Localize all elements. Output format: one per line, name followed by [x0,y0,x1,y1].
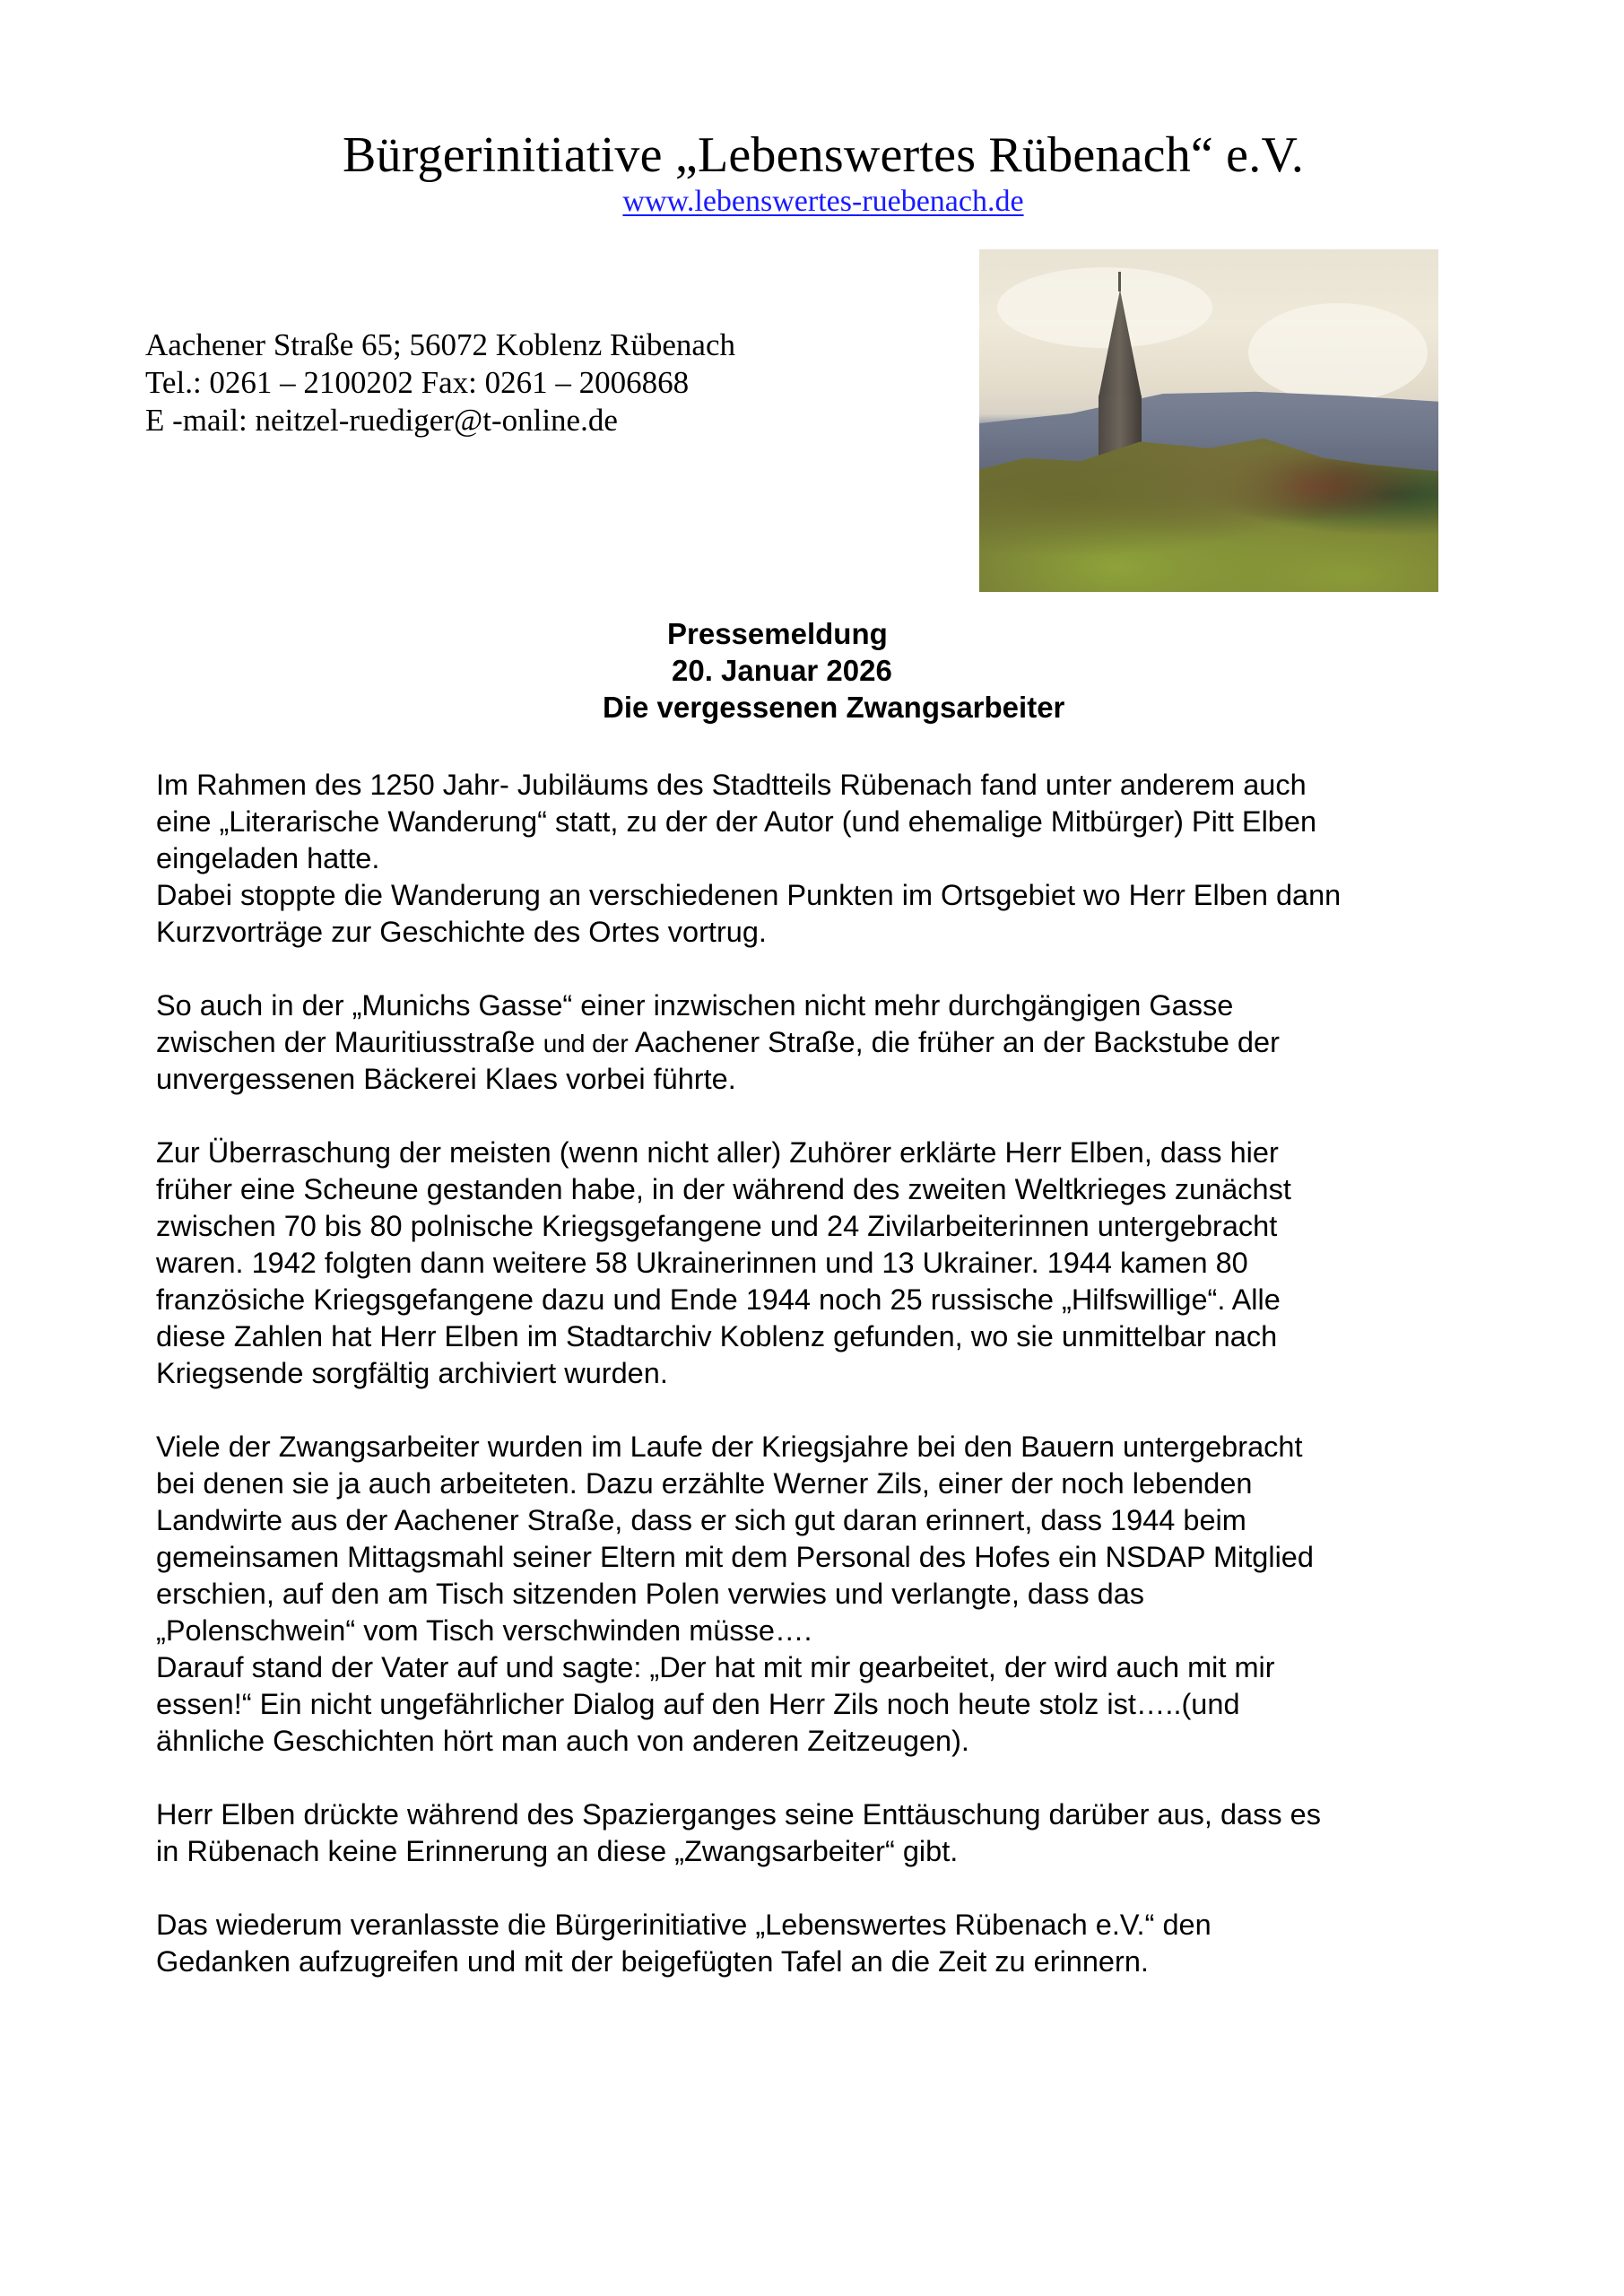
text-line: essen!“ Ein nicht ungefährlicher Dialog auf den Herr Zils noch heute stolz ist…..(und [156,1688,1240,1720]
address-street: Aachener Straße 65; 56072 Koblenz Rübenach [145,327,735,362]
paragraph-spacer [156,951,1501,987]
paragraph-spacer [156,1760,1501,1796]
text-line: So auch in der „Munichs Gasse“ einer inzwischen nicht mehr durchgängigen Gasse [156,989,1234,1022]
press-release-label: Pressemeldung [667,617,888,650]
text-line: unvergessenen Bäckerei Klaes vorbei führte. [156,1063,736,1095]
paragraph-4 [156,1429,1501,1760]
organization-title: Bürgerinitiative „Lebenswertes Rübenach“ e.V. [342,127,1305,183]
paragraph-5 [156,1796,1501,1870]
text-line: Dabei stoppte die Wanderung an verschiedenen Punkten im Ortsgebiet wo Herr Elben dann [156,879,1342,911]
paragraph-2 [156,987,1501,1098]
paragraph-spacer [156,1870,1501,1907]
text-line: Das wiederum veranlasste die Bürgerinitiative „Lebenswertes Rübenach e.V.“ den [156,1909,1211,1941]
press-release-title: Die vergessenen Zwangsarbeiter [603,691,1065,724]
text-line [156,1024,1501,1061]
text-line: zwischen 70 bis 80 polnische Kriegsgefangene und 24 Zivilarbeiterinnen untergebracht [156,1210,1278,1242]
text-line: französiche Kriegsgefangene dazu und Ende 1944 noch 25 russische „Hilfswillige“. Alle [156,1283,1281,1316]
text-line: Gedanken aufzugreifen und mit der beigefügten Tafel an die Zeit zu erinnern. [156,1945,1149,1978]
text-line: Kriegsende sorgfältig archiviert wurden. [156,1357,668,1389]
text-line: ähnliche Geschichten hört man auch von anderen Zeitzeugen). [156,1725,969,1757]
text-line: Kurzvorträge zur Geschichte des Ortes vortrug. [156,916,767,948]
text-line: Herr Elben drückte während des Spazierganges seine Enttäuschung darüber aus, dass es [156,1798,1321,1831]
text-line: in Rübenach keine Erinnerung an diese „Zwangsarbeiter“ gibt. [156,1835,959,1867]
text-span: Aachener Straße, die früher an der Backstube der [628,1026,1280,1058]
address-block [145,326,735,439]
paragraph-spacer [156,1392,1501,1429]
website-link[interactable]: www.lebenswertes-ruebenach.de [622,185,1024,218]
text-line: „Polenschwein“ vom Tisch verschwinden müsse…. [156,1614,812,1647]
photo-cloud [997,267,1212,348]
text-line: Zur Überraschung der meisten (wenn nicht aller) Zuhörer erklärte Herr Elben, dass hier [156,1136,1279,1169]
text-line: diese Zahlen hat Herr Elben im Stadtarchiv Koblenz gefunden, wo sie unmittelbar nach [156,1320,1278,1352]
text-line: erschien, auf den am Tisch sitzenden Polen verwies und verlangte, dass das [156,1578,1145,1610]
text-line: Viele der Zwangsarbeiter wurden im Laufe der Kriegsjahre bei den Bauern untergebracht [156,1431,1303,1463]
text-line: waren. 1942 folgten dann weitere 58 Ukrainerinnen und 13 Ukrainer. 1944 kamen 80 [156,1247,1248,1279]
paragraph-6 [156,1907,1501,1980]
photo-spire-cross [1118,272,1121,291]
address-email: E -mail: neitzel-ruediger@t-online.de [145,403,618,438]
text-line: bei denen sie ja auch arbeiteten. Dazu erzählte Werner Zils, einer der noch lebenden [156,1467,1253,1500]
paragraph-1 [156,767,1501,951]
text-line: gemeinsamen Mittagsmahl seiner Eltern mit dem Personal des Hofes ein NSDAP Mitglied [156,1541,1314,1573]
press-release-body [156,767,1501,1980]
press-release-date: 20. Januar 2026 [672,654,892,687]
text-line: Darauf stand der Vater auf und sagte: „Der hat mit mir gearbeitet, der wird auch mit mir [156,1651,1275,1683]
website-line [0,184,1624,220]
paragraph-spacer [156,1098,1501,1135]
text-line: eine „Literarische Wanderung“ statt, zu der der Autor (und ehemalige Mitbürger) Pitt Elben [156,805,1317,838]
text-line: eingeladen hatte. [156,842,380,874]
text-line: Im Rahmen des 1250 Jahr- Jubiläums des Stadtteils Rübenach fand unter anderem auch [156,769,1307,801]
church-spire-photo [979,249,1438,592]
text-span-small: und der [543,1030,629,1057]
paragraph-3 [156,1135,1501,1392]
text-line: früher eine Scheune gestanden habe, in der während des zweiten Weltkrieges zunächst [156,1173,1291,1205]
photo-cloud [1248,303,1428,402]
text-span: zwischen der Mauritiusstraße [156,1026,543,1058]
text-line: Landwirte aus der Aachener Straße, dass er sich gut daran erinnert, dass 1944 beim [156,1504,1246,1536]
address-phone-fax: Tel.: 0261 – 2100202 Fax: 0261 – 2006868 [145,365,690,400]
